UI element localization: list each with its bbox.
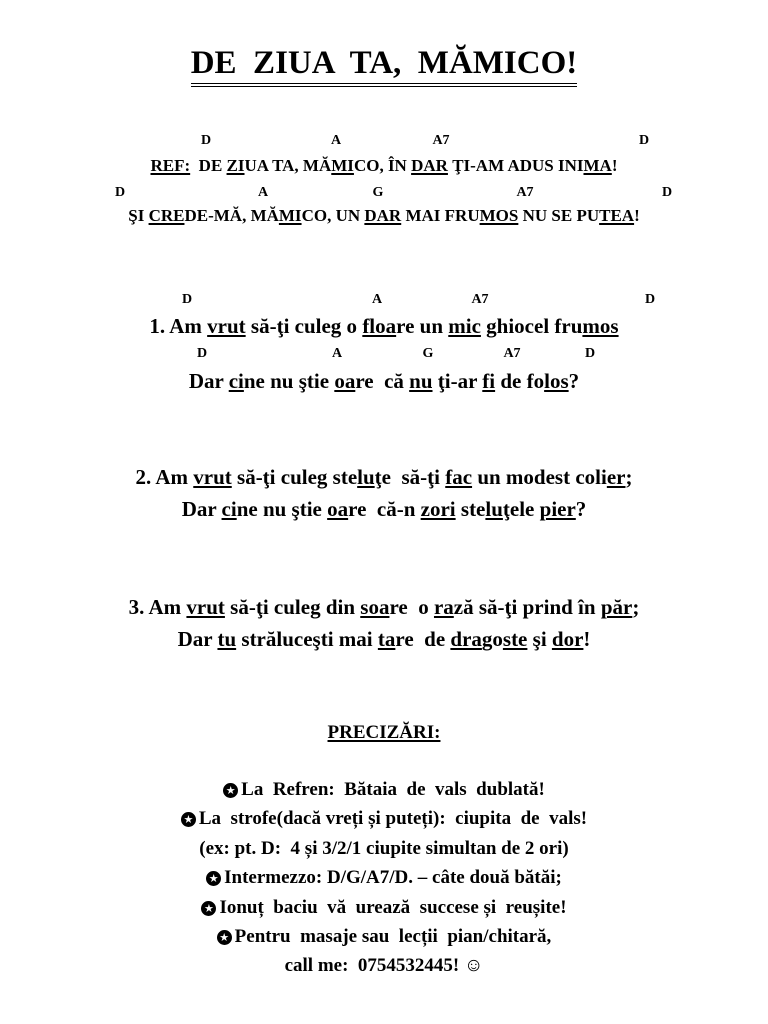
lyric-text: să-ţi culeg ste [231,465,358,489]
chord: D [638,133,650,148]
lyric-text: un modest coli [472,465,607,489]
lyric-text: DE-MĂ, MĂ [184,206,279,225]
lyric-text: re un [396,314,449,338]
chord: A7 [432,133,450,148]
underlined-syllable: DAR [411,156,448,175]
lyric-text: CO, ÎN [353,156,412,175]
star-circle-icon: ★ [181,812,196,827]
chord: D [584,346,596,361]
lyric-text: UA TA, MĂ [244,156,332,175]
lyric-text: re de [395,627,451,651]
verse3-line-2 [0,627,768,652]
underlined-syllable: ci [221,497,237,521]
note-text: La Refren: Bătaia de vals dublată! [241,779,545,800]
chord: G [422,346,434,361]
underlined-syllable: floa [362,314,397,338]
note-text: La strofe(dacă vreți și puteți): ciupita de vals! [198,808,588,829]
lyric-text: Dar [188,369,229,393]
underlined-syllable: TEA [599,206,635,225]
chord: A [371,292,383,307]
verse2-line-1 [0,465,768,490]
underlined-syllable: vrut [207,314,246,338]
lyric-text: ; [632,595,640,619]
notes-heading: PRECIZĂRI: [327,722,441,743]
lyric-text: ză să-ţi prind în [453,595,601,619]
star-circle-icon: ★ [201,901,216,916]
chord: D [196,346,208,361]
note-line [0,867,768,889]
note-text: Ionuț baciu vă urează succese și reușite! [219,897,567,918]
note-text: call me: 0754532445! ☺ [284,955,484,976]
chord: G [372,185,384,200]
chord: D [200,133,212,148]
chord: A [331,346,343,361]
underlined-syllable: nu [409,369,433,393]
underlined-syllable: tu [217,627,237,651]
refrain-line-1 [0,156,768,176]
underlined-syllable: oa [334,369,356,393]
lyric-text: ŢI-AM ADUS INI [447,156,584,175]
underlined-syllable: soa [360,595,390,619]
lyric-text: DE [190,156,227,175]
underlined-syllable: vrut [186,595,225,619]
chord: D [181,292,193,307]
verse1-line-1 [0,314,768,339]
chord: A7 [471,292,489,307]
note-line [0,955,768,977]
chord: D [114,185,126,200]
star-circle-icon: ★ [223,783,238,798]
underlined-syllable: ZI [226,156,245,175]
underlined-syllable: ci [228,369,244,393]
note-text: Intermezzo: D/G/A7/D. – câte două bătăi; [224,867,562,888]
refrain-chords-line-2 [0,185,768,203]
lyric-text: ţele [502,497,540,521]
underlined-syllable: lu [357,465,375,489]
underlined-syllable: dra [450,627,482,651]
underlined-syllable: păr [600,595,633,619]
lyric-text: ! [634,206,640,225]
lyric-text: NU SE PU [518,206,600,225]
note-line [0,808,768,830]
underlined-syllable: los [544,369,569,393]
verse2-line-2 [0,497,768,522]
underlined-syllable: dor [551,627,584,651]
lyric-text: 3. Am [128,595,187,619]
lyric-text: ste [455,497,486,521]
refrain-line-2 [0,206,768,226]
underlined-syllable: MI [331,156,354,175]
underlined-syllable: pier [539,497,576,521]
underlined-syllable: CRE [148,206,185,225]
lyric-text: ; [625,465,633,489]
note-text: (ex: pt. D: 4 și 3/2/1 ciupite simultan de 2 ori) [199,838,569,859]
lyric-text: MAI FRU [401,206,480,225]
lyric-text: re o [389,595,434,619]
underlined-syllable: fi [482,369,496,393]
underlined-syllable: MI [278,206,302,225]
refrain-chords-line-1 [0,133,768,151]
lyric-text: de fo [495,369,545,393]
lyric-text: ne nu ştie [243,369,335,393]
lyric-text: ne nu ştie [236,497,328,521]
underlined-syllable: vrut [193,465,232,489]
refrain-label: REF: [150,156,191,175]
lyric-text: ? [575,497,587,521]
chord: D [661,185,673,200]
note-text: Pentru masaje sau lecții pian/chitară, [234,926,552,947]
underlined-syllable: lu [485,497,503,521]
chord: A [330,133,342,148]
lyric-text: ghiocel fru [480,314,583,338]
lyric-text: să-ţi culeg o [245,314,363,338]
note-line [0,897,768,919]
chord: D [644,292,656,307]
lyric-text: ŞI [128,206,149,225]
underlined-syllable: ta [377,627,396,651]
lyric-text: 1. Am [149,314,208,338]
lyric-text: Dar [181,497,222,521]
note-line [0,926,768,948]
verse1-chords-line-1 [0,292,768,310]
underlined-syllable: zori [420,497,456,521]
star-circle-icon: ★ [217,930,232,945]
lyric-text: şi [527,627,552,651]
underlined-syllable: MOS [479,206,519,225]
chord: A [257,185,269,200]
star-circle-icon: ★ [206,871,221,886]
lyric-text: să-ţi culeg din [224,595,361,619]
underlined-syllable: MA [583,156,612,175]
note-line [0,779,768,801]
lyric-text: ! [583,627,591,651]
lyric-text: ţi-ar [432,369,483,393]
lyric-text: re că [355,369,410,393]
chord: A7 [516,185,534,200]
chord: A7 [503,346,521,361]
underlined-syllable: DAR [364,206,402,225]
lyric-text: ţe să-ţi [374,465,446,489]
underlined-syllable: ra [433,595,454,619]
lyric-text: Dar [177,627,218,651]
lyric-text: ! [611,156,618,175]
underlined-syllable: mic [448,314,481,338]
song-title: DE ZIUA TA, MĂMICO! [0,44,768,87]
lyric-text: re că-n [348,497,421,521]
underlined-syllable: oa [327,497,349,521]
lyric-text: go [481,627,503,651]
underlined-syllable: ste [502,627,528,651]
underlined-syllable: fac [445,465,473,489]
lyric-text: ? [568,369,580,393]
note-line [0,838,768,860]
verse1-chords-line-2 [0,346,768,364]
verse1-line-2 [0,369,768,394]
underlined-syllable: er [606,465,626,489]
lyric-text: CO, UN [301,206,365,225]
verse3-line-1 [0,595,768,620]
underlined-syllable: mos [582,314,619,338]
lyric-text: străluceşti mai [236,627,378,651]
lyric-text: 2. Am [135,465,194,489]
